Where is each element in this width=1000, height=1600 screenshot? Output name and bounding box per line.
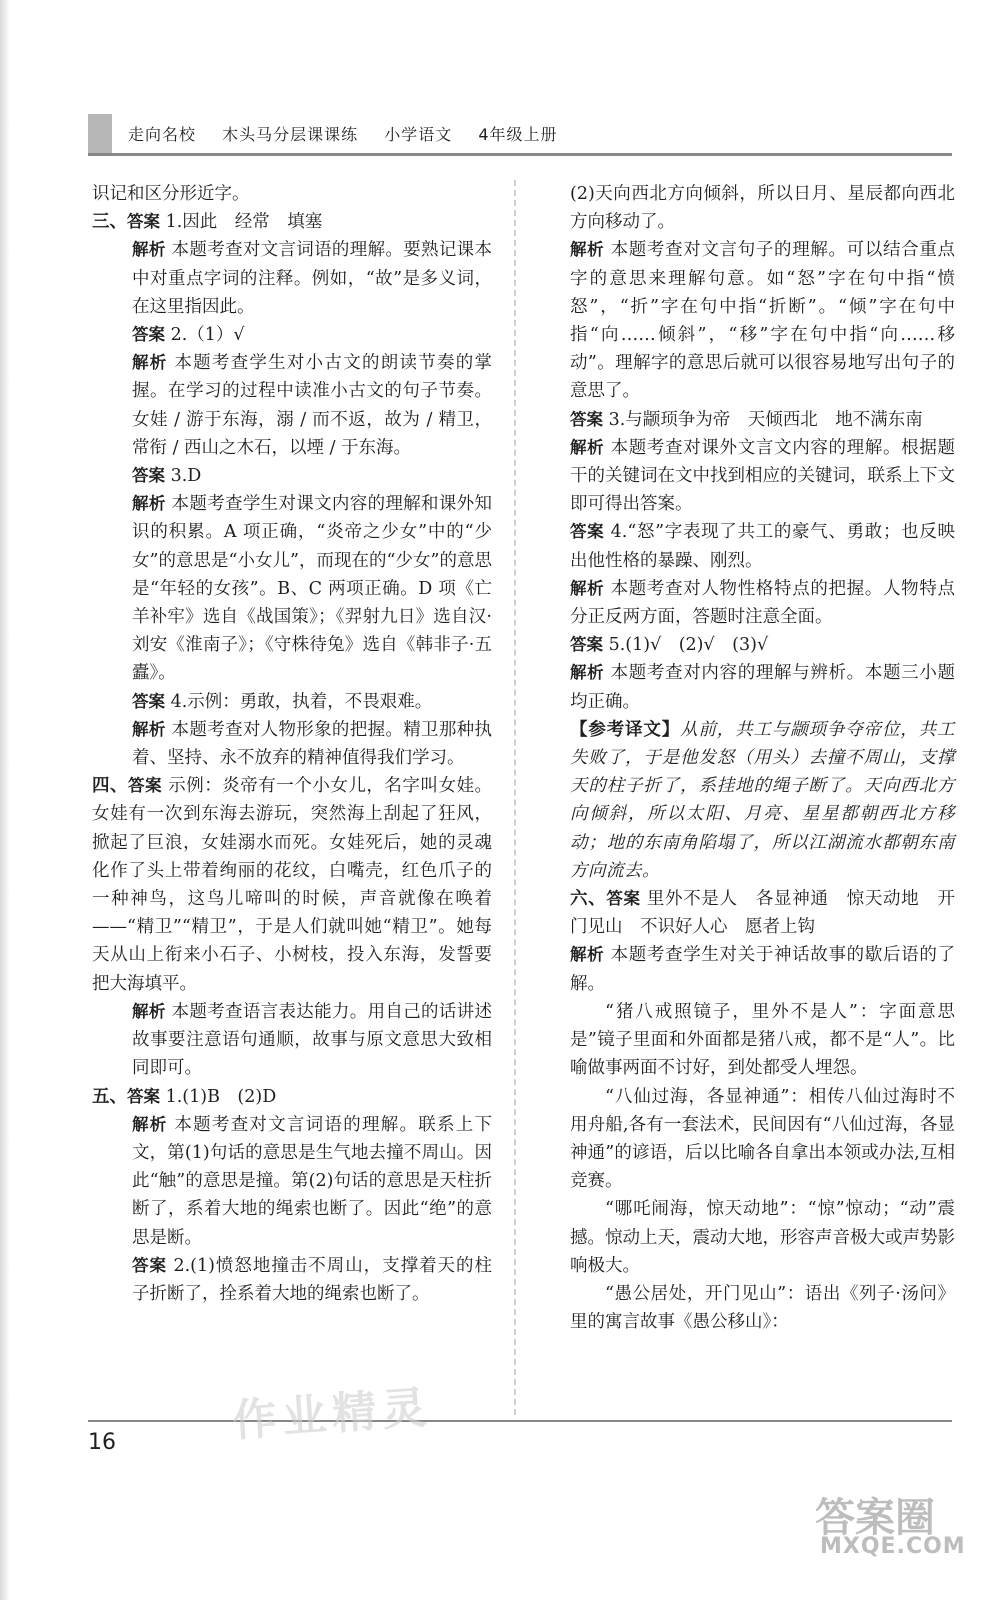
text-line [570,434,955,519]
header-subject: 小学语文 [384,125,453,144]
text-line [570,941,955,997]
page-header [88,114,952,154]
text-line [570,180,955,236]
keyword-label: 答案 [127,212,160,232]
answer-entry [92,716,492,772]
watermark-site: MXQE.COM [820,1534,966,1559]
entry-text: “八仙过海，各显神通”：相传八仙过海时不用舟船,各有一套法术，民间因有“八仙过海，各显神通”的谚语，后以比喻各自拿出本领或办法,互相竞赛。 [570,1086,955,1192]
header-title [128,122,578,145]
keyword-label: 答案 [606,889,641,909]
entry-text: 本题考查学生对课文内容的理解和课外知识的积累。A 项正确，“炎帝之少女”中的“少女”的意思是“小女儿”，而现在的“少女”的意思是“年轻的女孩”。B、C 两项正确。D 项《亡羊补牢》选自《战国策》；《羿射九日》选自汉·刘安《淮南子》；《守株待兔》选自《韩非子·五蠹》。 [132,494,493,684]
entry-text: 3.与颛顼争为帝 天倾西北 地不满东南 [608,409,923,430]
entry-text: 本题考查对内容的理解与辨析。本题三小题均正确。 [570,663,955,712]
keyword-label: 解析 [570,578,605,598]
header-series: 木头马分层课课练 [222,125,359,144]
section-number: 五、 [92,1086,127,1107]
keyword-label: 解析 [132,240,166,260]
entry-text: 识记和区分形近字。 [92,184,250,204]
keyword-label: 答案 [128,776,163,796]
reference-translation [570,716,955,885]
entry-text: 2.（1）√ [170,325,245,346]
explanation-paragraph [570,1195,955,1280]
keyword-label: 解析 [570,240,605,260]
answer-entry [92,236,492,321]
header-school: 走向名校 [128,125,197,144]
answer-entry [92,1252,492,1308]
entry-text: 里外不是人 各显神通 惊天动地 开门见山 不识好人心 愿者上钩 [570,889,955,938]
right-column [570,180,955,1336]
answer-section [92,1083,492,1111]
entry-text: 本题考查学生对小古文的朗读节奏的掌握。在学习的过程中读准小古文的句子节奏。女娃 / 游于东海，溺 / 而不返，故为 / 精卫，常衔 / 西山之木石，以堙 / 于东海。 [132,353,493,458]
entry-text: “哪吒闹海，惊天动地”：“惊”惊动；“动”震撼。惊动上天，震动大地，形容声音极大或声势影响极大。 [570,1199,955,1276]
keyword-label: 解析 [570,437,605,457]
keyword-label: 答案 [127,1086,160,1106]
keyword-label: 解析 [132,494,166,514]
text-line [570,406,955,434]
section-number: 三、 [92,212,127,233]
keyword-label: 答案 [570,409,603,429]
entry-text: “猪八戒照镜子，里外不是人”：字面意思是”镜子里面和外面都是猪八戒，都不是“人”。比喻做事两面不讨好，到处都受人埋怨。 [570,1001,955,1079]
entry-text: (2)天向西北方向倾斜，所以日月、星辰都向西北方向移动了。 [570,184,955,233]
watermark-logo: 答案圈 [815,1495,935,1541]
entry-text: 5.(1)√ (2)√ (3)√ [608,635,769,656]
watermark-center: 作业精灵 [230,1382,434,1447]
header-rule [88,153,952,156]
answer-section [92,208,492,236]
answer-entry [92,1111,492,1252]
keyword-label: 解析 [570,945,605,965]
text-line [570,631,955,659]
entry-text: 本题考查对文言词语的理解。要熟记课本中对重点字词的注释。例如，“故”是多义词，在这里指因此。 [132,240,493,317]
answer-section [570,885,955,941]
answer-entry [92,349,492,462]
entry-text: 1.(1)B (2)D [165,1086,277,1107]
keyword-label: 答案 [132,1255,167,1275]
entry-text: 本题考查学生对关于神话故事的歇后语的了解。 [570,945,955,994]
answer-entry [92,688,492,716]
answer-entry [92,321,492,349]
keyword-label: 解析 [132,353,168,373]
entry-text: “愚公居处，开门见山”：语出《列子·汤问》里的寓言故事《愚公移山》： [570,1283,955,1333]
header-grade: 4年级上册 [478,125,558,144]
keyword-label: 答案 [132,466,165,486]
page-binding-shadow [0,0,10,1600]
keyword-label: 答案 [570,635,603,655]
page-number: 16 [88,1430,116,1455]
entry-text: 本题考查对文言词语的理解。联系上下文，第(1)句话的意思是生气地去撞不周山。因此“触”的意思是撞。第(2)句话的意思是天柱折断了，系着大地的绳索也断了。因此“绝”的意思是断。 [132,1114,493,1248]
header-gray-block [88,114,112,154]
answer-entry [92,998,492,1083]
keyword-label: 解析 [132,719,166,739]
answer-entry [92,462,492,490]
entry-text: 本题考查对人物形象的把握。精卫那种执着、坚持、永不放弃的精神值得我们学习。 [132,719,493,769]
footer-rule [88,1420,952,1422]
answer-entry [92,490,492,687]
text-line [570,518,955,574]
answer-section [92,772,492,998]
explanation-paragraph [570,1083,955,1196]
entry-text: 4.示例：勇敢，执着，不畏艰难。 [170,691,433,712]
reference-label: 【参考译文】 [570,719,681,740]
entry-text: 示例：炎帝有一个小女儿，名字叫女娃。女娃有一次到东海去游玩，突然海上刮起了狂风，掀起了巨浪，女娃溺水而死。女娃死后，她的灵魂化作了头上带着绚丽的花纹，白嘴壳，红色爪子的一种神鸟，这鸟儿啼叫的时候，声音就像在唤着——“精卫”“精卫”，于是人们就叫她“精卫”。她每天从山上衔来小石子、小树枝，投入东海，发誓要把大海填平。 [92,776,493,994]
keyword-label: 解析 [570,663,605,683]
entry-text: 从前，共工与颛顼争夺帝位，共工失败了，于是他发怒（用头）去撞不周山，支撑天的柱子折了，系挂地的绳子断了。天向西北方向倾斜，所以太阳、月亮、星星都朝西北方移动；地的东南角陷塌了，所以江湖流水都朝东南方向流去。 [570,719,956,881]
entry-text: 4.“怒”字表现了共工的豪气、勇敢；也反映出他性格的暴躁、刚烈。 [570,522,955,571]
column-divider [514,180,516,1415]
entry-text: 本题考查对人物性格特点的把握。人物特点分正反两方面，答题时注意全面。 [570,578,955,628]
entry-text: 3.D [170,466,202,487]
explanation-paragraph [570,1280,955,1336]
keyword-label: 答案 [570,522,605,542]
keyword-label: 答案 [132,325,165,345]
entry-text: 本题考查对文言句子的理解。可以结合重点字的意思来理解句意。如“怒”字在句中指“愤怒”，“折”字在句中指“折断”。“倾”字在句中指“向……倾斜”，“移”字在句中指“向……移动”。理解字的意思后就可以很容易地写出句子的意思了。 [570,240,955,402]
keyword-label: 答案 [132,691,165,711]
text-line [570,236,955,405]
section-number: 四、 [92,776,129,797]
section-number: 六、 [570,889,607,910]
entry-text: 2.(1)愤怒地撞击不周山，支撑着天的柱子折断了，拴系着大地的绳索也断了。 [132,1255,492,1304]
entry-text: 1.因此 经常 填塞 [165,212,323,233]
keyword-label: 解析 [132,1114,168,1134]
text-line [92,180,492,208]
entry-text: 本题考查对课外文言文内容的理解。根据题干的关键词在文中找到相应的关键词，联系上下文即可得出答案。 [570,437,955,515]
left-column [92,180,492,1308]
text-line [570,659,955,715]
explanation-paragraph [570,998,955,1083]
entry-text: 本题考查语言表达能力。用自己的话讲述故事要注意语句通顺，故事与原文意思大致相同即可。 [132,1001,493,1079]
keyword-label: 解析 [132,1001,166,1021]
text-line [570,575,955,631]
